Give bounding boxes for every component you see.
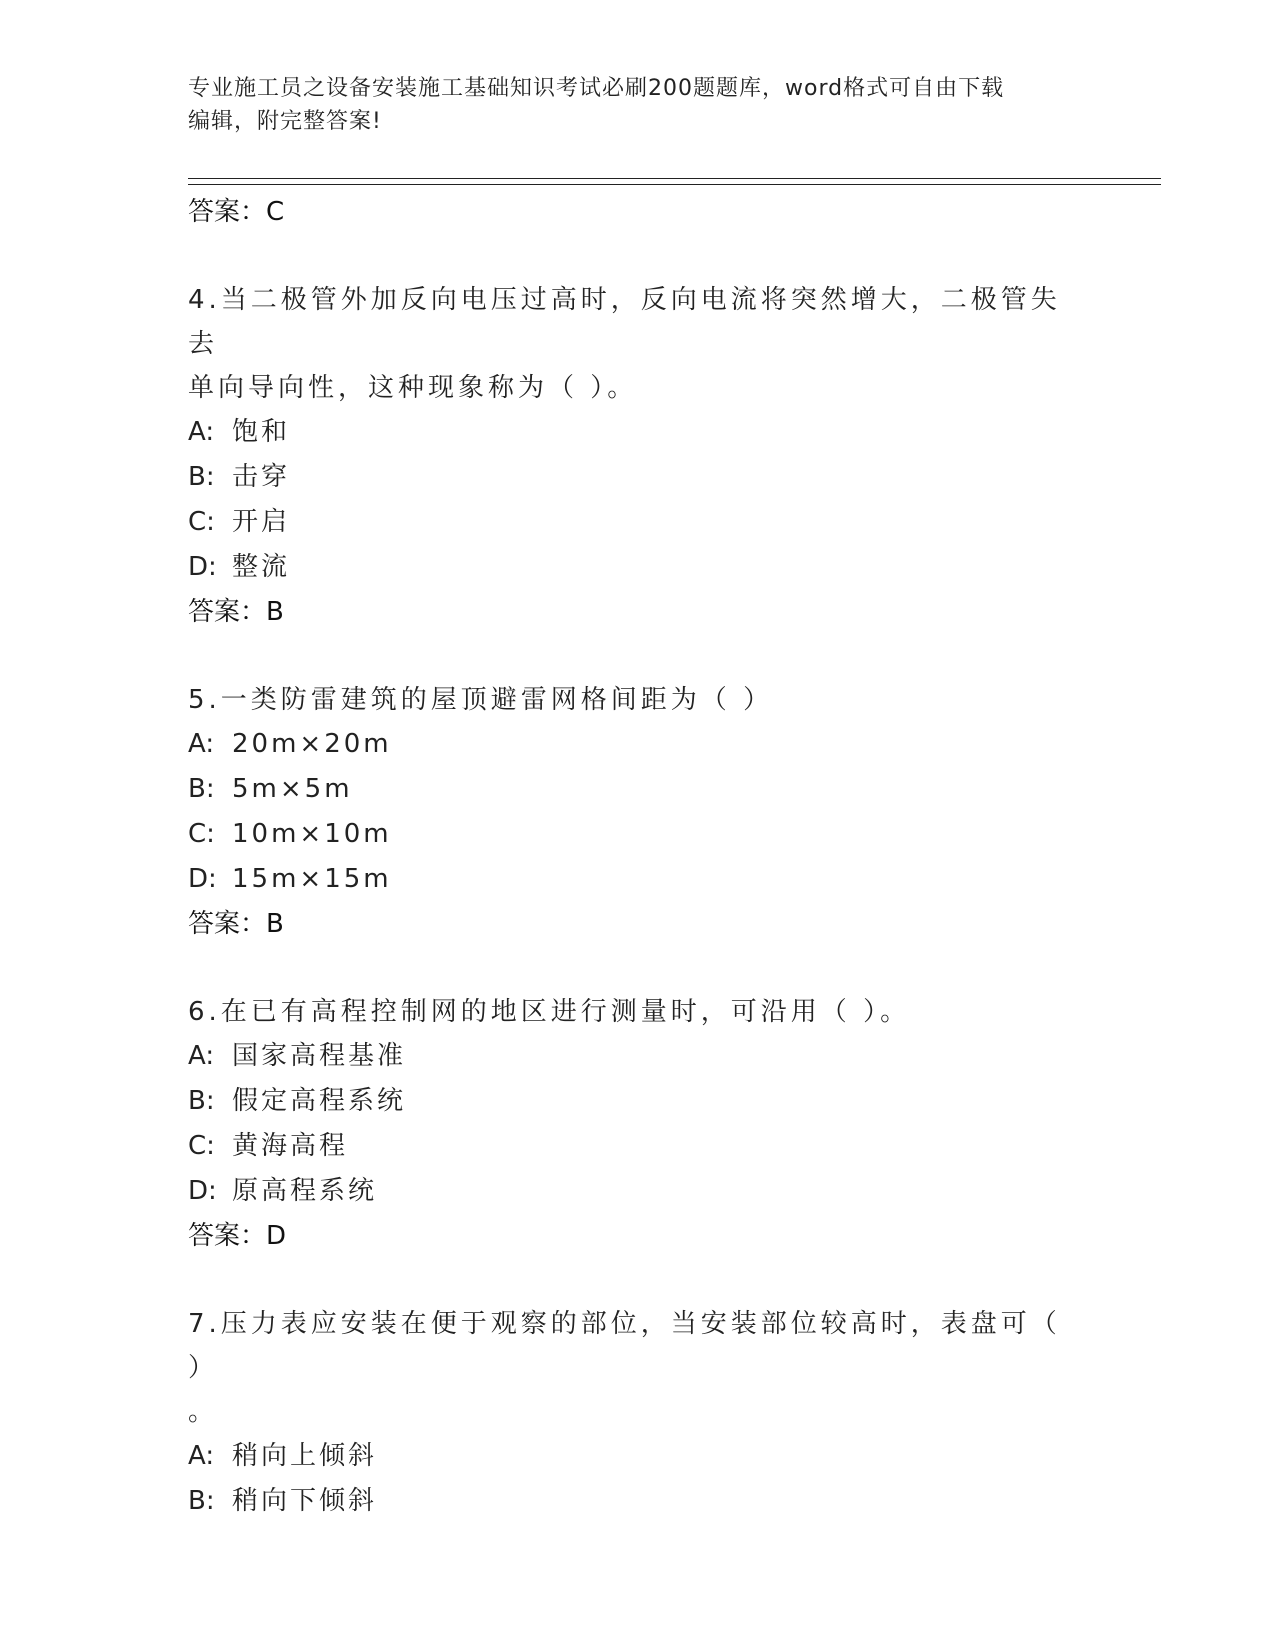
option-text: 稍向下倾斜 <box>232 1486 378 1516</box>
question-list <box>188 190 1088 1524</box>
question-block <box>188 990 1088 1258</box>
option-d <box>188 857 1088 902</box>
option-key: A: <box>188 1441 215 1471</box>
option-text: 稍向上倾斜 <box>232 1441 378 1471</box>
header-title-line2: 编辑，附完整答案! <box>188 109 382 134</box>
option-text: 20m×20m <box>232 729 392 759</box>
answer: 答案：B <box>188 597 284 627</box>
page-header <box>188 72 1088 138</box>
option-b <box>188 1479 1088 1524</box>
option-key: A: <box>188 417 215 447</box>
option-text: 5m×5m <box>232 774 353 804</box>
question-block <box>188 278 1088 634</box>
option-text: 国家高程基准 <box>232 1041 407 1071</box>
question-text-line: 。 <box>188 1397 219 1427</box>
question-text-line: 4.当二极管外加反向电压过高时，反向电流将突然增大，二极管失去 <box>188 285 1061 359</box>
question-text-line: 5.一类防雷建筑的屋顶避雷网格间距为（ ） <box>188 685 774 715</box>
option-c <box>188 500 1088 545</box>
header-divider-bottom <box>188 184 1161 185</box>
option-b <box>188 1079 1088 1124</box>
option-text: 击穿 <box>232 462 291 492</box>
option-d <box>188 545 1088 590</box>
question-text-line: 7.压力表应安装在便于观察的部位，当安装部位较高时，表盘可（ ） <box>188 1309 1061 1383</box>
option-text: 假定高程系统 <box>232 1086 407 1116</box>
option-a <box>188 722 1088 767</box>
option-key: C: <box>188 819 215 849</box>
option-key: D: <box>188 1176 217 1206</box>
option-a <box>188 410 1088 455</box>
spacer <box>188 634 1088 678</box>
previous-answer: 答案：C <box>188 197 285 227</box>
option-a <box>188 1034 1088 1079</box>
option-text: 整流 <box>232 552 291 582</box>
option-d <box>188 1169 1088 1214</box>
header-title-line1: 专业施工员之设备安装施工基础知识考试必刷200题题库，word格式可自由下载 <box>188 76 1005 101</box>
question-block <box>188 1302 1088 1524</box>
option-key: A: <box>188 729 215 759</box>
answer: 答案：D <box>188 1221 287 1251</box>
option-c <box>188 1124 1088 1169</box>
question-text-line: 6.在已有高程控制网的地区进行测量时，可沿用（ ）。 <box>188 997 911 1027</box>
option-b <box>188 767 1088 812</box>
option-key: D: <box>188 864 217 894</box>
option-key: B: <box>188 1086 215 1116</box>
option-key: B: <box>188 1486 215 1516</box>
option-text: 10m×10m <box>232 819 392 849</box>
option-key: A: <box>188 1041 215 1071</box>
question-text-line: 单向导向性，这种现象称为（ ）。 <box>188 373 638 403</box>
spacer <box>188 946 1088 990</box>
option-c <box>188 812 1088 857</box>
option-text: 15m×15m <box>232 864 392 894</box>
option-text: 饱和 <box>232 417 291 447</box>
header-divider-top <box>188 178 1161 179</box>
option-text: 开启 <box>232 507 291 537</box>
option-text: 黄海高程 <box>232 1131 349 1161</box>
option-key: C: <box>188 507 215 537</box>
option-key: B: <box>188 462 215 492</box>
option-b <box>188 455 1088 500</box>
answer: 答案：B <box>188 909 284 939</box>
question-block <box>188 678 1088 946</box>
option-text: 原高程系统 <box>232 1176 378 1206</box>
spacer <box>188 1258 1088 1302</box>
spacer <box>188 234 1088 278</box>
option-key: C: <box>188 1131 215 1161</box>
option-a <box>188 1434 1088 1479</box>
option-key: B: <box>188 774 215 804</box>
option-key: D: <box>188 552 217 582</box>
